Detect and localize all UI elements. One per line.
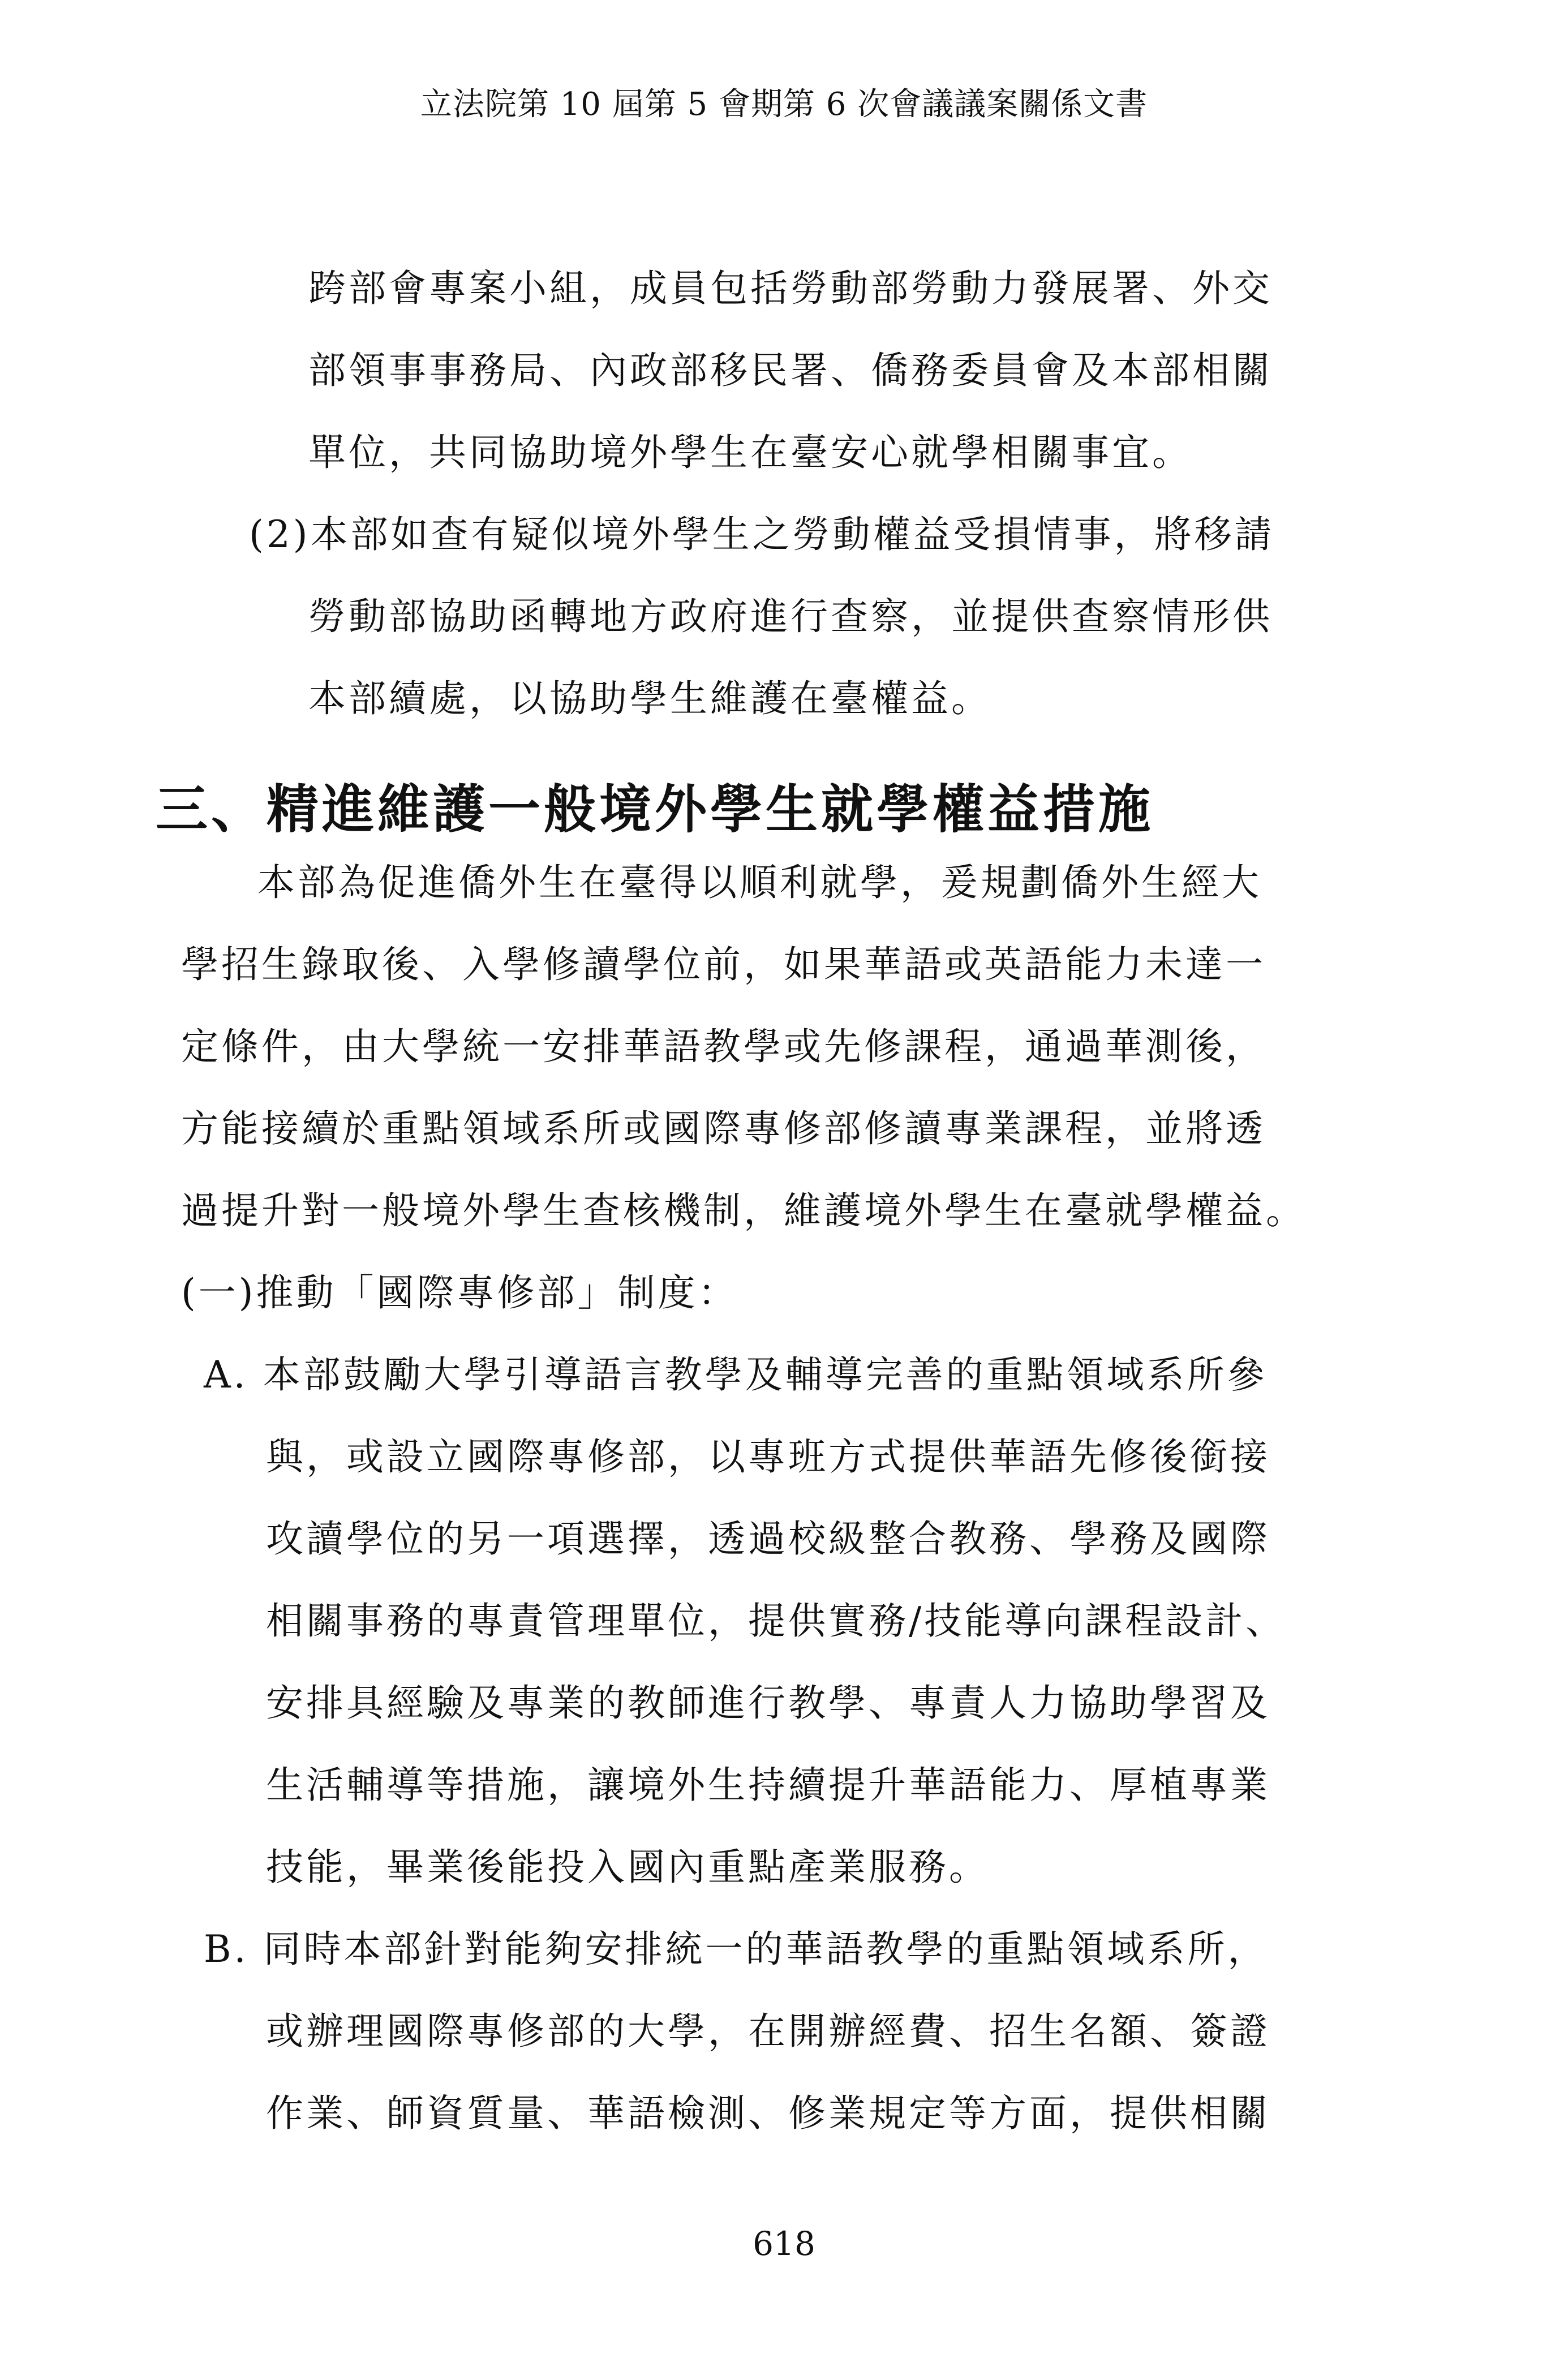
list-item-line: 勞動部協助函轉地方政府進行查察，並提供查察情形供 [308,595,1273,638]
list-item-line: 或辦理國際專修部的大學，在開辦經費、招生名額、簽證 [266,2009,1270,2053]
list-item-line: 本部續處，以協助學生維護在臺權益。 [308,677,991,720]
paragraph-line: 單位，共同協助境外學生在臺安心就學相關事宜。 [308,431,1192,474]
paragraph-line: 本部為促進僑外生在臺得以順利就學，爰規劃僑外生經大 [257,861,1262,904]
page-number: 618 [753,2224,815,2263]
paragraph-line: 跨部會專案小組，成員包括勞動部勞動力發展署、外交 [308,267,1273,310]
list-item-line: 作業、師資質量、華語檢測、修業規定等方面，提供相關 [266,2091,1270,2135]
list-item-line: (2)本部如查有疑似境外學生之勞動權益受損情事，將移請 [249,513,1275,556]
list-item-line: 生活輔導等措施，讓境外生持續提升華語能力、厚植專業 [266,1763,1270,1807]
running-header: 立法院第 10 屆第 5 會期第 6 次會議議案關係文書 [420,86,1148,123]
list-item-line: 攻讀學位的另一項選擇，透過校級整合教務、學務及國際 [266,1517,1270,1561]
subsection-heading: (一)推動「國際專修部」制度： [181,1271,738,1314]
list-item-line: 相關事務的專責管理單位，提供實務/技能導向課程設計、 [266,1599,1286,1643]
list-item-line: A. 本部鼓勵大學引導語言教學及輔導完善的重點領域系所參 [204,1353,1268,1397]
paragraph-line: 方能接續於重點領域系所或國際專修部修讀專業課程，並將透 [181,1107,1266,1150]
list-item-line: 技能，畢業後能投入國內重點產業服務。 [266,1845,989,1889]
paragraph-line: 部領事事務局、內政部移民署、僑務委員會及本部相關 [308,349,1273,392]
section-heading: 三、精進維護一般境外學生就學權益措施 [156,779,1154,840]
paragraph-line: 過提升對一般境外學生查核機制，維護境外學生在臺就學權益。 [181,1189,1306,1232]
paragraph-line: 定條件，由大學統一安排華語教學或先修課程，通過華測後， [181,1025,1266,1068]
paragraph-line: 學招生錄取後、入學修讀學位前，如果華語或英語能力未達一 [181,943,1266,986]
list-item-line: 安排具經驗及專業的教師進行教學、專責人力協助學習及 [266,1681,1270,1725]
list-item-line: 與，或設立國際專修部，以專班方式提供華語先修後銜接 [266,1435,1270,1479]
list-item-line: B. 同時本部針對能夠安排統一的華語教學的重點領域系所， [204,1927,1268,1971]
